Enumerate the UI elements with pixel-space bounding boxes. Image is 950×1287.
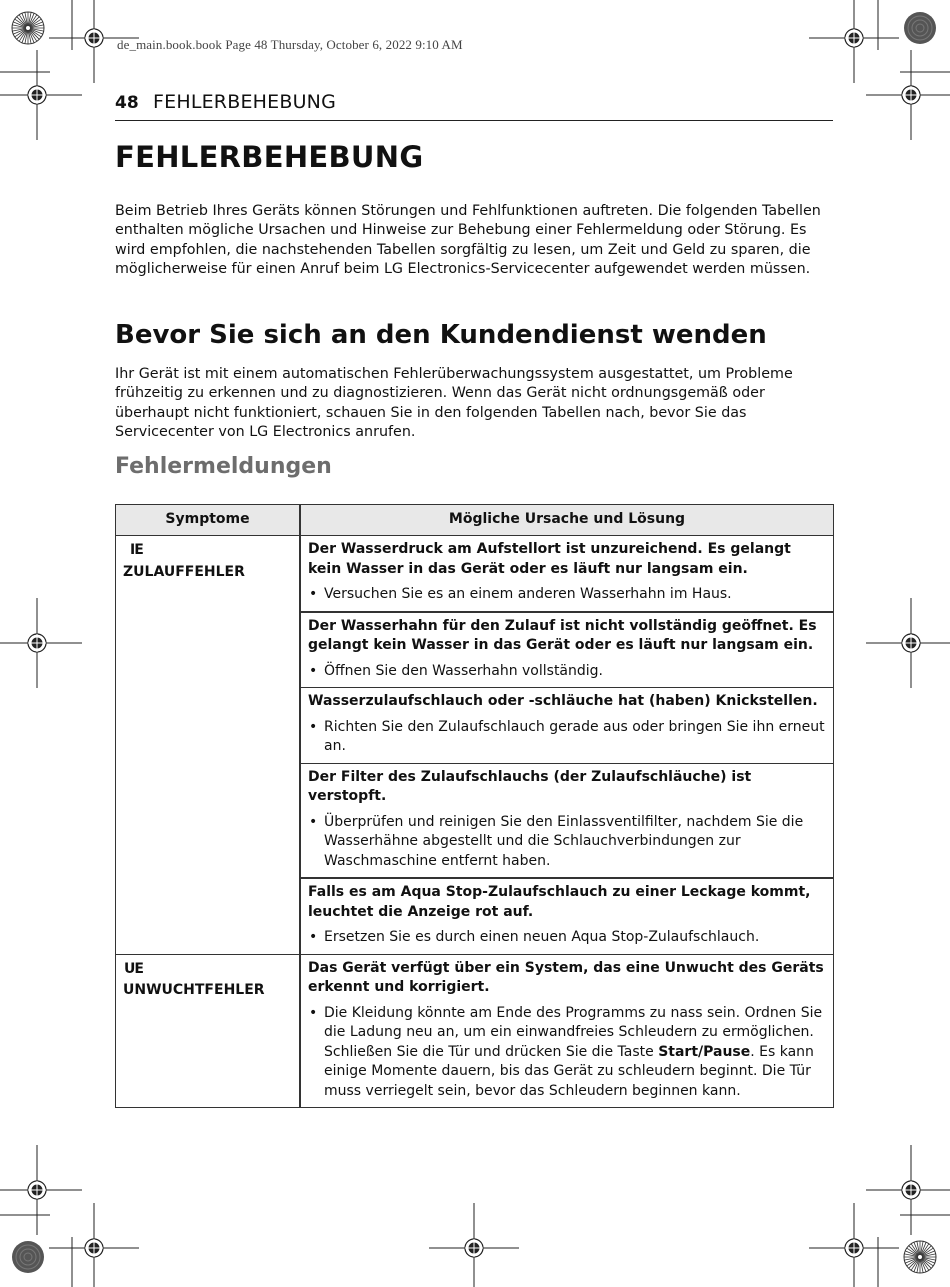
table-row <box>116 954 834 1108</box>
error-name: UNWUCHTFEHLER <box>123 982 265 998</box>
intro-paragraph: Beim Betrieb Ihres Geräts können Störungen und Fehlfunktionen auftreten. Die folgenden Tabellen enthalten mögliche Ursachen und Hinweise zur Behebung einer Fehlermeldung oder Störung. Es wird empfohlen, die nachstehenden Tabellen sorgfältig zu lesen, um Zeit und Geld zu sparen, die möglicherweise für einen Anruf beim LG Electronics-Servicecenter aufgewendet werden müssen. <box>115 203 821 277</box>
section-paragraph: Ihr Gerät ist mit einem automatischen Fehlerüberwachungssystem ausgestattet, um Probleme frühzeitig zu erkennen und zu diagnostizieren. Wenn das Gerät nicht ordnungsgemäß oder überhaupt nicht funktioniert, schauen Sie in den folgenden Tabellen nach, bevor Sie das Servicecenter von LG Electronics anrufen. <box>115 366 793 440</box>
subheading: Fehlermeldungen <box>115 454 332 479</box>
solution-cell <box>300 763 834 878</box>
running-head <box>115 90 833 121</box>
solution-cell <box>300 878 834 954</box>
solution-item: • Ersetzen Sie es durch einen neuen Aqua Stop-Zulaufschlauch. <box>308 928 826 948</box>
button-name-text: Start/Pause <box>658 1043 751 1060</box>
symptom-cell <box>116 536 301 955</box>
solution-text: . Es kann einige Momente dauern, bis das Gerät zu schleudern beginnt. Die Tür muss verriegelt sein, bevor das Schleudern beginnen kann. <box>324 1043 814 1099</box>
header-cause-solution: Mögliche Ursache und Lösung <box>300 505 834 536</box>
solution-text: Die Kleidung könnte am Ende des Programms zu nass sein. Ordnen Sie die Ladung neu an, um ein einwandfreies Schleudern zu ermöglichen. Schließen Sie die Tür und drücken Sie die Taste <box>324 1004 823 1060</box>
page-number: 48 <box>115 93 139 113</box>
error-code: IE <box>130 542 143 558</box>
cause-text: Der Filter des Zulaufschlauchs (der Zulaufschläuche) ist verstopft. <box>308 768 752 804</box>
solution-item: • Richten Sie den Zulaufschlauch gerade aus oder bringen Sie ihn erneut an. <box>308 718 826 757</box>
solution-cell <box>300 536 834 612</box>
table-header-row <box>116 505 834 536</box>
print-slug: de_main.book.book Page 48 Thursday, October 6, 2022 9:10 AM <box>117 37 463 52</box>
cause-text: Das Gerät verfügt über ein System, das eine Unwucht des Geräts erkennt und korrigiert. <box>308 959 824 995</box>
table-row <box>116 536 834 612</box>
solution-item: • Öffnen Sie den Wasserhahn vollständig. <box>308 662 826 682</box>
cause-text: Der Wasserhahn für den Zulauf ist nicht vollständig geöffnet. Es gelangt kein Wasser in das Gerät oder es läuft nur langsam ein. <box>308 617 817 653</box>
solution-item: • Überprüfen und reinigen Sie den Einlassventilfilter, nachdem Sie die Wasserhähne abgestellt und die Schlauchverbindungen zur Waschmaschine entfernt haben. <box>308 813 826 872</box>
cause-text: Wasserzulaufschlauch oder -schläuche hat (haben) Knickstellen. <box>308 693 818 709</box>
solution-list <box>308 928 826 948</box>
symptom-cell <box>116 954 301 1108</box>
solution-list <box>308 1004 826 1102</box>
solution-cell <box>300 612 834 688</box>
cause-text: Falls es am Aqua Stop-Zulaufschlauch zu einer Leckage kommt, leuchtet die Anzeige rot auf. <box>308 884 811 920</box>
solution-item: • Versuchen Sie es an einem anderen Wasserhahn im Haus. <box>308 585 826 605</box>
running-head-section: FEHLERBEHEBUNG <box>153 91 337 113</box>
solution-list <box>308 813 826 872</box>
solution-cell <box>300 954 834 1108</box>
solution-cell <box>300 688 834 764</box>
error-name: ZULAUFFEHLER <box>123 563 245 580</box>
solution-list <box>308 585 826 605</box>
solution-list <box>308 662 826 682</box>
solution-list <box>308 718 826 757</box>
error-table <box>115 504 834 1108</box>
page-title: FEHLERBEHEBUNG <box>115 140 424 174</box>
error-code: UE <box>124 960 143 977</box>
header-symptoms: Symptome <box>116 505 301 536</box>
cause-text: Der Wasserdruck am Aufstellort ist unzureichend. Es gelangt kein Wasser in das Gerät oder es läuft nur langsam ein. <box>308 541 791 577</box>
solution-item <box>308 1004 826 1102</box>
section-heading: Bevor Sie sich an den Kundendienst wenden <box>115 320 767 350</box>
